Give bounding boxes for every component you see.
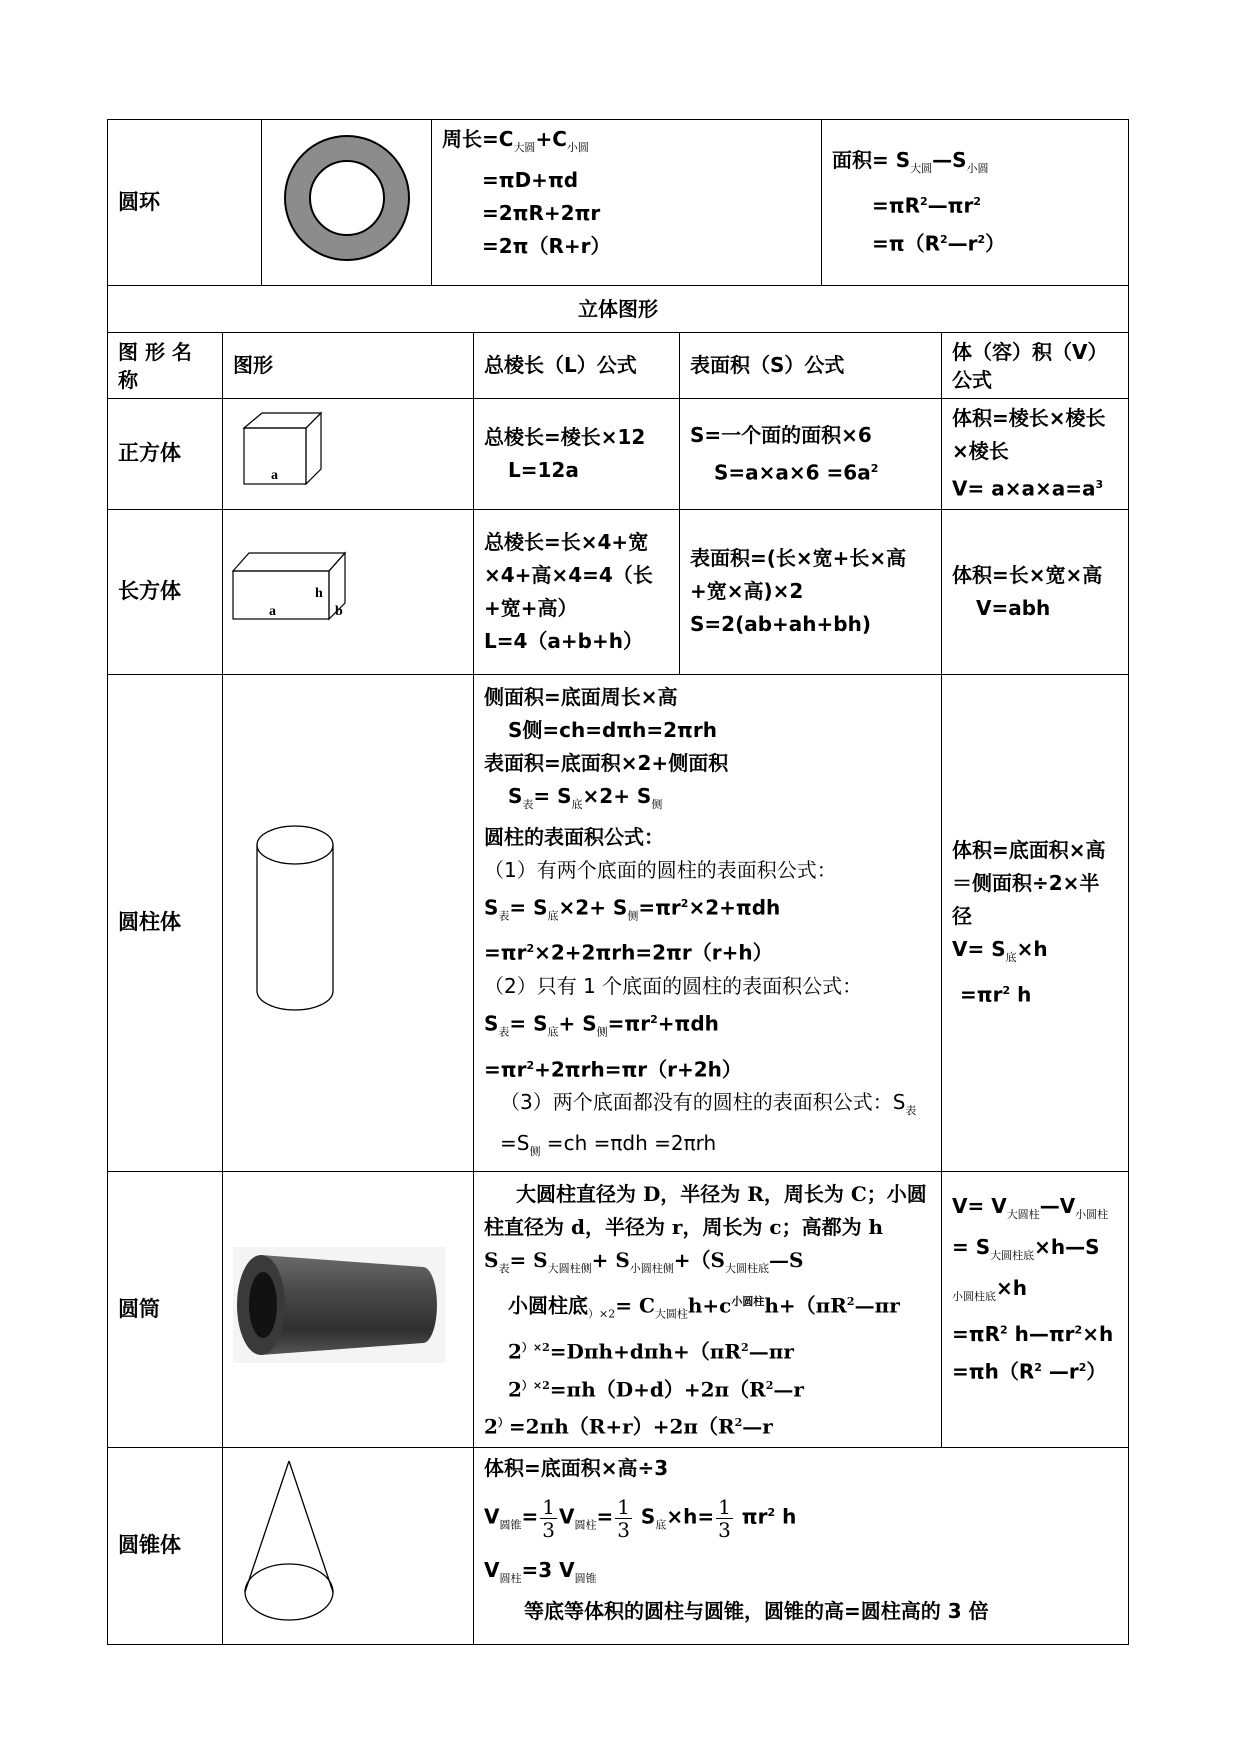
tube-volume: $V= V_{大圆柱}—V_{小圆柱}$ = $S_{大圆柱底}\times h—S$ $_{小圆柱底}$×h $=\pi R^2$ $h—\pi r^2\times h$ $=\pi h(R^2$ $—r^2$） [942,1172,1129,1448]
tube-name: 圆筒 [108,1172,223,1448]
solids-table [107,285,1129,1645]
cone-row [108,1447,1129,1644]
cube-surface: S=一个面的面积×6 $S=a\times a\times 6 =6a^2$ [680,399,942,510]
header-figure: 图形 [223,333,474,399]
tube-figure [223,1172,474,1448]
cuboid-figure [223,509,474,674]
cone-name: 圆锥体 [108,1447,223,1644]
cube-name: 正方体 [108,399,223,510]
cube-edge: 总棱长=棱长×12 L=12a [474,399,680,510]
cuboid-name: 长方体 [108,509,223,674]
formula-sheet [107,119,1128,1645]
ring-area: 面积= $S_{大圆}—S_{小圆}$ $=\pi R^2—\pi r^2$ $=\pi(R^2—r^2)$ [822,120,1129,286]
tube-photo [233,1247,445,1363]
header-surface: 表面积（S）公式 [680,333,942,399]
tube-row [108,1172,1129,1448]
tube-formula: 大圆柱直径为 D，半径为 R，周长为 C；小圆柱直径为 d，半径为 r，周长为 c；高都为 h $S_表= S_{大圆柱侧}+$ $S_{小圆柱侧}+(S_{大圆柱底}—S$ 小圆柱底$_{)\times 2}= C_{大圆柱}h+c^{小圆柱}h+(\pi R^2—\pi r$ $2^{)\times 2}=D\pi h+d\pi h+(\pi R^2—\pi r$ $2^{)\times 2}=\pi h(D+d)+2\pi(R^2—r$ $2^)=2\pi h(R+r)+2\pi(R^2—r$ [474,1172,942,1448]
ring-table [107,119,1129,286]
svg-text:b: b [335,603,343,619]
cuboid-icon [231,551,349,623]
cube-row [108,399,1129,510]
header-edge: 总棱长（L）公式 [474,333,680,399]
cylinder-formula: 侧面积=底面周长×高 S侧=ch=dπh=2πrh 表面积=底面积×2+侧面积 $S_表= S_底\times 2+ S_侧$ 圆柱的表面积公式： （1）有两个底面的圆柱的表面积公式： $S_表= S_底\times 2+ S_侧=\pi r^2\times 2+\pi dh$ $=\pi r^2\times 2+2\pi rh=2\pi r(r+h)$ （2）只有 1 个底面的圆柱的表面积公式： $S_表= S_底+ S_侧=\pi r^2+\pi dh$ $=\pi r^2+2\pi rh=\pi r(r+2h)$ （3）两个底面都没有的圆柱的表面积公式：$S_表=S_侧 =ch =\pi dh =2\pi rh$ [474,674,942,1172]
cuboid-edge: 总棱长=长×4+宽×4+高×4=4（长+宽+高） L=4（a+b+h） [474,509,680,674]
section-title: 立体图形 [108,286,1129,333]
cuboid-volume: 体积=长×宽×高 V=abh [942,509,1129,674]
ring-name: 圆环 [108,120,262,286]
cube-figure [223,399,474,510]
cone-formula: 体积=底面积×高÷3 $V_{圆锥}=$ $\frac{1}{3}$ $V_{圆柱}=$ $\frac{1}{3}$ $S_底\times h=$ $\frac{1}{3}$ $\pi r^2$ h $V_{圆柱}=3$ $V_{圆锥}$ 等底等体积的圆柱与圆锥，圆锥的高=圆柱高的 3 倍 [474,1447,1129,1644]
cone-figure [223,1447,474,1644]
cylinder-icon [253,823,337,1013]
header-name: 图 形 名 称 [108,333,223,399]
cylinder-row [108,674,1129,1172]
ring-figure [262,120,432,286]
cuboid-surface: 表面积=(长×宽+长×高+宽×高)×2 S=2(ab+ah+bh) [680,509,942,674]
cone-icon [241,1458,337,1624]
cube-icon [241,411,325,487]
header-volume: 体（容）积（V）公式 [942,333,1129,399]
svg-text:h: h [315,585,323,601]
cylinder-volume: 体积=底面积×高＝侧面积÷2×半径 $V= S_底\times h$ $=\pi r^2$ h [942,674,1129,1172]
svg-text:a: a [269,603,276,619]
cuboid-row [108,509,1129,674]
cube-volume: 体积=棱长×棱长×棱长 $V= a\times a\times a=a^3$ [942,399,1129,510]
svg-text:a: a [271,467,278,483]
ring-perimeter: 周长$=C_{大圆}+C_{小圆}$ =πD+πd =2πR+2πr =2π（R+r） [432,120,822,286]
ring-row [108,120,1129,286]
cylinder-name: 圆柱体 [108,674,223,1172]
ring-icon [272,123,422,273]
header-row [108,333,1129,399]
cylinder-figure [223,674,474,1172]
